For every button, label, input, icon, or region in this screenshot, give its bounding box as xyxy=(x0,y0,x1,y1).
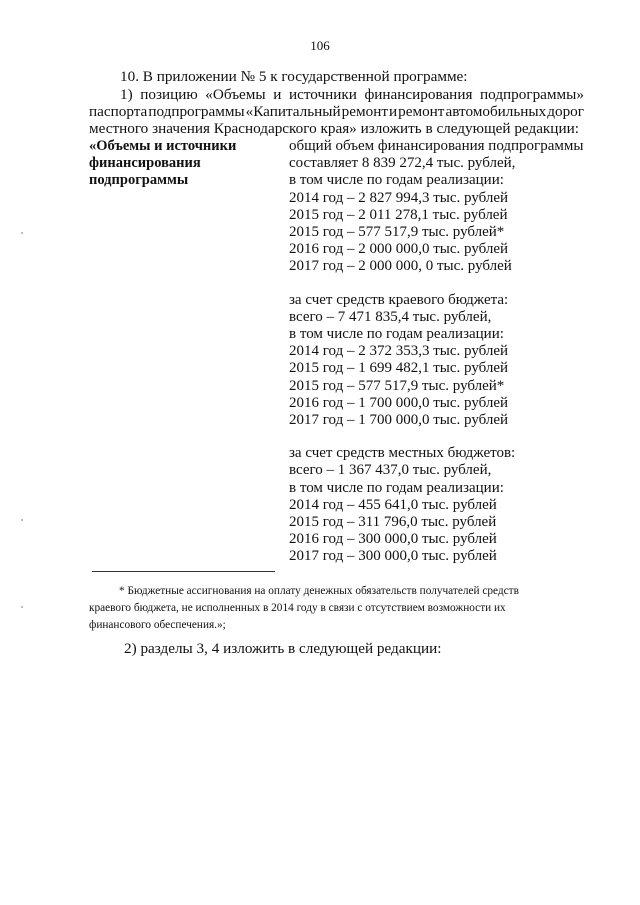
intro-line-3-word: ремонт xyxy=(398,103,445,120)
funding-line: в том числе по годам реализации: xyxy=(289,172,504,189)
intro-line-3-word: паспорта xyxy=(89,103,148,120)
funding-line: 2016 год – 300 000,0 тыс. рублей xyxy=(289,531,497,548)
funding-line: 2014 год – 2 372 353,3 тыс. рублей xyxy=(289,343,509,360)
funding-line: 2015 год – 1 699 482,1 тыс. рублей xyxy=(289,360,509,377)
intro-line-3-word: ремонт xyxy=(341,103,388,120)
funding-line: в том числе по годам реализации: xyxy=(289,479,504,496)
regional-budget-block xyxy=(289,292,589,430)
intro-line-2-word: позицию xyxy=(140,86,198,103)
scan-margin-mark xyxy=(21,232,23,234)
footnote xyxy=(89,583,584,634)
funding-line: 2014 год – 455 641,0 тыс. рублей xyxy=(289,496,497,513)
intro-line-3 xyxy=(89,103,584,120)
intro-line-2-word: «Объемы xyxy=(205,86,266,103)
funding-line: 2017 год – 2 000 000, 0 тыс. рублей xyxy=(289,258,512,275)
funding-line: в том числе по годам реализации: xyxy=(289,326,504,343)
intro-line-3-word: и xyxy=(388,103,398,120)
funding-line: составляет 8 839 272,4 тыс. рублей, xyxy=(289,155,516,172)
passport-position-value xyxy=(289,138,589,566)
intro-line-4: местного значения Краснодарского края» изложить в следующей редакции: xyxy=(89,120,579,137)
intro-line-1: 10. В приложении № 5 к государственной программе: xyxy=(120,68,468,85)
intro-line-2-word: подпрограммы» xyxy=(480,86,584,103)
passport-position-label xyxy=(89,138,274,190)
funding-line: общий объем финансирования подпрограммы xyxy=(289,138,584,154)
funding-line: всего – 7 471 835,4 тыс. рублей, xyxy=(289,308,492,325)
local-budget-block xyxy=(289,445,589,565)
funding-line: 2015 год – 311 796,0 тыс. рублей xyxy=(289,514,497,531)
closing-paragraph: 2) разделы 3, 4 изложить в следующей редакции: xyxy=(124,640,442,657)
scan-margin-mark xyxy=(21,519,23,521)
intro-line-3-word: подпрограммы xyxy=(148,103,245,120)
passport-label-line: подпрограммы xyxy=(89,172,189,189)
passport-label-line: финансирования xyxy=(89,155,201,172)
funding-line: 2015 год – 2 011 278,1 тыс. рублей xyxy=(289,206,508,223)
funding-line: 2015 год – 577 517,9 тыс. рублей* xyxy=(289,224,505,241)
funding-line: 2014 год – 2 827 994,3 тыс. рублей xyxy=(289,189,509,206)
funding-line: всего – 1 367 437,0 тыс. рублей, xyxy=(289,462,492,479)
funding-line: за счет средств краевого бюджета: xyxy=(289,291,509,308)
scan-margin-mark xyxy=(21,606,23,608)
footnote-line: финансового обеспечения.»; xyxy=(89,619,226,631)
footnote-divider xyxy=(92,571,275,572)
footnote-line: * Бюджетные ассигнования на оплату денежных обязательств получателей средств xyxy=(119,585,519,597)
footnote-line: краевого бюджета, не исполненных в 2014 году в связи с отсутствием возможности их xyxy=(89,602,506,614)
page-number: 106 xyxy=(310,38,330,53)
funding-line: 2016 год – 1 700 000,0 тыс. рублей xyxy=(289,394,509,411)
funding-line: 2017 год – 1 700 000,0 тыс. рублей xyxy=(289,412,509,429)
intro-line-2-word: и xyxy=(273,86,282,103)
intro-line-2-word: финансирования xyxy=(364,86,473,103)
funding-line: за счет средств местных бюджетов: xyxy=(289,445,516,462)
intro-line-3-word: «Капитальный xyxy=(245,103,341,120)
intro-line-3-word: дорог xyxy=(547,103,584,120)
intro-line-2-word: 1) xyxy=(120,86,133,103)
funding-line: 2015 год – 577 517,9 тыс. рублей* xyxy=(289,377,505,394)
funding-line: 2017 год – 300 000,0 тыс. рублей xyxy=(289,548,497,565)
total-funding-block xyxy=(289,138,589,276)
funding-line: 2016 год – 2 000 000,0 тыс. рублей xyxy=(289,241,509,258)
intro-line-2 xyxy=(120,86,584,103)
intro-line-2-word: источники xyxy=(288,86,357,103)
intro-line-3-word: автомобильных xyxy=(445,103,547,120)
passport-label-line: «Объемы и источники xyxy=(89,138,237,154)
